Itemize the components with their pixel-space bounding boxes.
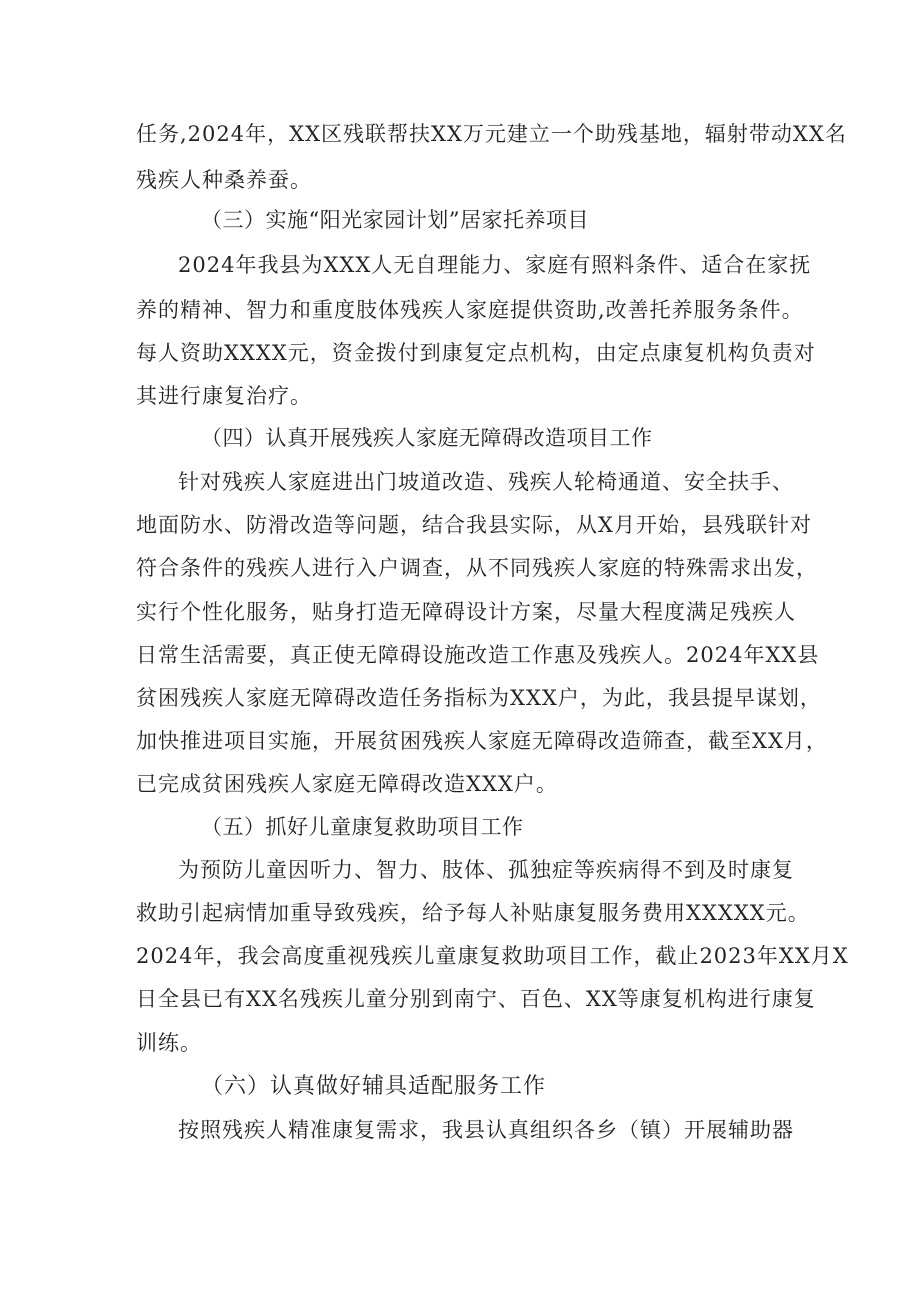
paragraph-line: 贫困残疾人家庭无障碍改造任务指标为XXX户，为此，我县提早谋划， xyxy=(136,686,822,710)
paragraph-line: 2024年，我会高度重视残疾儿童康复救助项目工作，截止2023年XX月X xyxy=(136,944,849,968)
paragraph-line: 每人资助XXXX元，资金拨付到康复定点机构，由定点康复机构负责对 xyxy=(136,341,816,365)
paragraph-line: 2024年我县为XXX人无自理能力、家庭有照料条件、适合在家抚 xyxy=(178,253,812,277)
paragraph-line: 为预防儿童因听力、智力、肢体、孤独症等疾病得不到及时康复 xyxy=(178,858,794,882)
paragraph-line: 救助引起病情加重导致残疾，给予每人补贴康复服务费用XXXXX元。 xyxy=(136,901,810,925)
paragraph-line: 符合条件的残疾人进行入户调查，从不同残疾人家庭的特殊需求出发， xyxy=(136,556,818,580)
paragraph-line: 实行个性化服务，贴身打造无障碍设计方案，尽量大程度满足残疾人 xyxy=(136,600,796,624)
paragraph-line: 按照残疾人精准康复需求，我县认真组织各乡（镇）开展辅助器 xyxy=(178,1118,794,1142)
paragraph-line: 任务,2024年，XX区残联帮扶XX万元建立一个助残基地，辐射带动XX名 xyxy=(136,122,847,146)
paragraph-line: 其进行康复治疗。 xyxy=(136,384,312,408)
paragraph-line: 养的精神、智力和重度肢体残疾人家庭提供资助,改善托养服务条件。 xyxy=(136,298,804,322)
paragraph-line: 日常生活需要，真正使无障碍设施改造工作惠及残疾人。2024年XX县 xyxy=(136,643,820,667)
paragraph-line: 残疾人种桑养蚕。 xyxy=(136,168,312,192)
paragraph-line: 加快推进项目实施，开展贫困残疾人家庭无障碍改造筛查，截至XX月， xyxy=(136,729,828,753)
paragraph-line: 已完成贫困残疾人家庭无障碍改造XXX户。 xyxy=(136,772,558,796)
paragraph-line: 针对残疾人家庭进出门坡道改造、残疾人轮椅通道、安全扶手、 xyxy=(178,470,794,494)
paragraph-line: 训练。 xyxy=(136,1031,202,1055)
section-heading-6: （六）认真做好辅具适配服务工作 xyxy=(201,1074,547,1099)
paragraph-line: 日全县已有XX名残疾儿童分别到南宁、百色、XX等康复机构进行康复 xyxy=(136,987,816,1011)
section-heading-4: （四）认真开展残疾人家庭无障碍改造项目工作 xyxy=(201,426,653,450)
section-heading-3: （三）实施“阳光家园计划”居家托养项目 xyxy=(201,208,589,232)
paragraph-line: 地面防水、防滑改造等问题，结合我县实际，从X月开始，县残联针对 xyxy=(136,513,812,537)
section-heading-5: （五）抓好儿童康复救助项目工作 xyxy=(201,815,524,839)
